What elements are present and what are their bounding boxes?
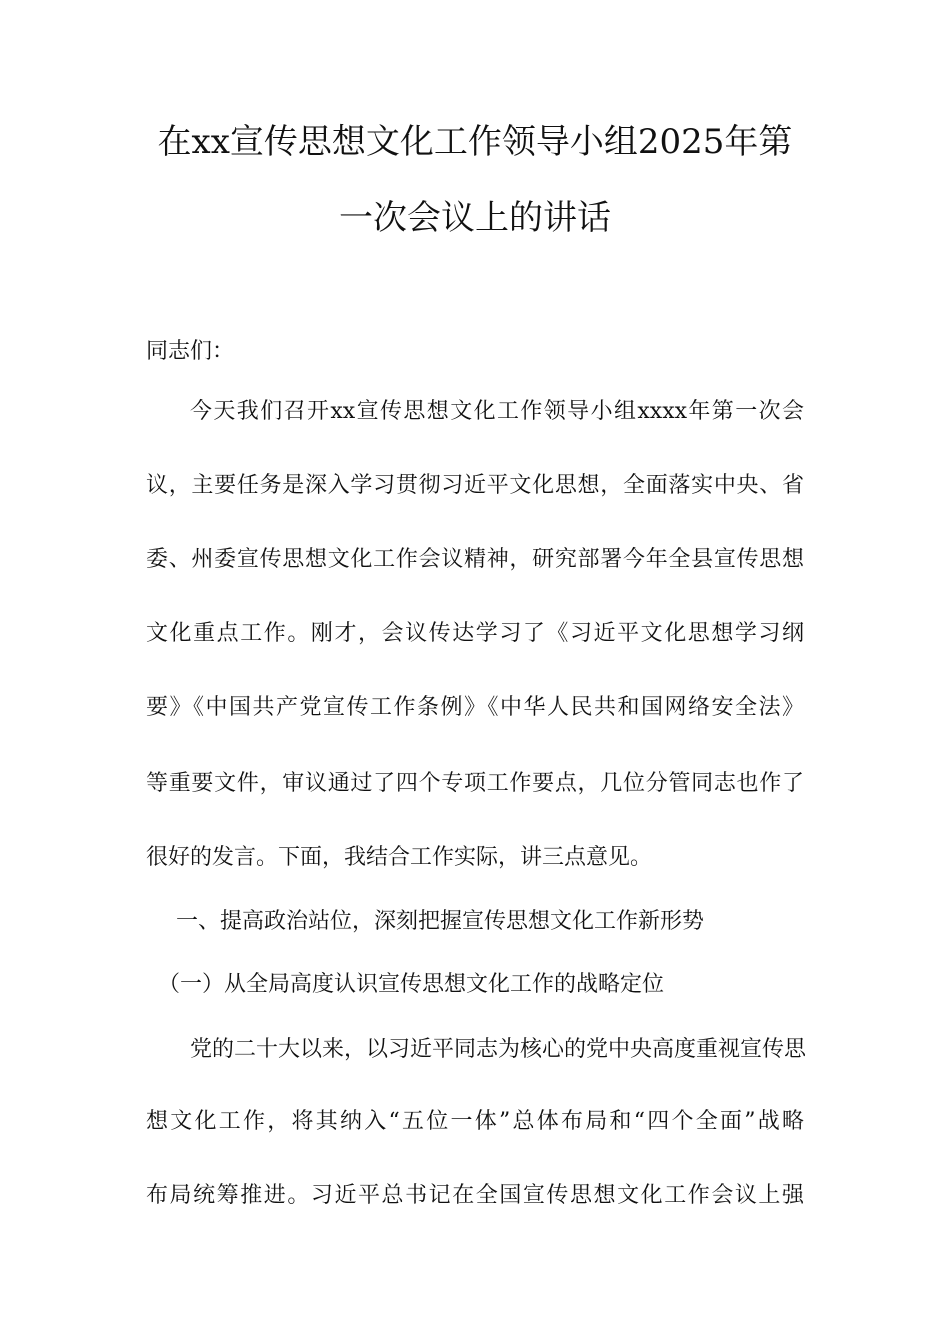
paragraph-line: 议，主要任务是深入学习贯彻习近平文化思想，全面落实中央、省: [146, 473, 804, 498]
paragraph-line: 想文化工作，将其纳入“五位一体”总体布局和“四个全面”战略: [146, 1109, 804, 1134]
paragraph-line: 很好的发言。下面，我结合工作实际，讲三点意见。: [146, 845, 653, 870]
salutation: 同志们：: [146, 339, 235, 364]
paragraph-line: 委、州委宣传思想文化工作会议精神，研究部署今年全县宣传思想: [146, 547, 804, 572]
title-line-1: 在xx宣传思想文化工作领导小组2025年第: [157, 122, 793, 162]
section-heading-1: 一、提高政治站位，深刻把握宣传思想文化工作新形势: [176, 909, 705, 934]
subsection-heading-1: （一）从全局高度认识宣传思想文化工作的战略定位: [158, 972, 665, 997]
paragraph-line: 布局统筹推进。习近平总书记在全国宣传思想文化工作会议上强: [146, 1183, 804, 1208]
paragraph-line: 今天我们召开xx宣传思想文化工作领导小组xxxx年第一次会: [190, 399, 804, 424]
paragraph-line: 党的二十大以来，以习近平同志为核心的党中央高度重视宣传思: [190, 1037, 807, 1062]
paragraph-line: 要》《中国共产党宣传工作条例》《中华人民共和国网络安全法》: [146, 695, 804, 720]
paragraph-line: 文化重点工作。刚才，会议传达学习了《习近平文化思想学习纲: [146, 621, 804, 646]
title-line-2: 一次会议上的讲话: [339, 198, 611, 238]
paragraph-line: 等重要文件，审议通过了四个专项工作要点，几位分管同志也作了: [146, 771, 804, 796]
